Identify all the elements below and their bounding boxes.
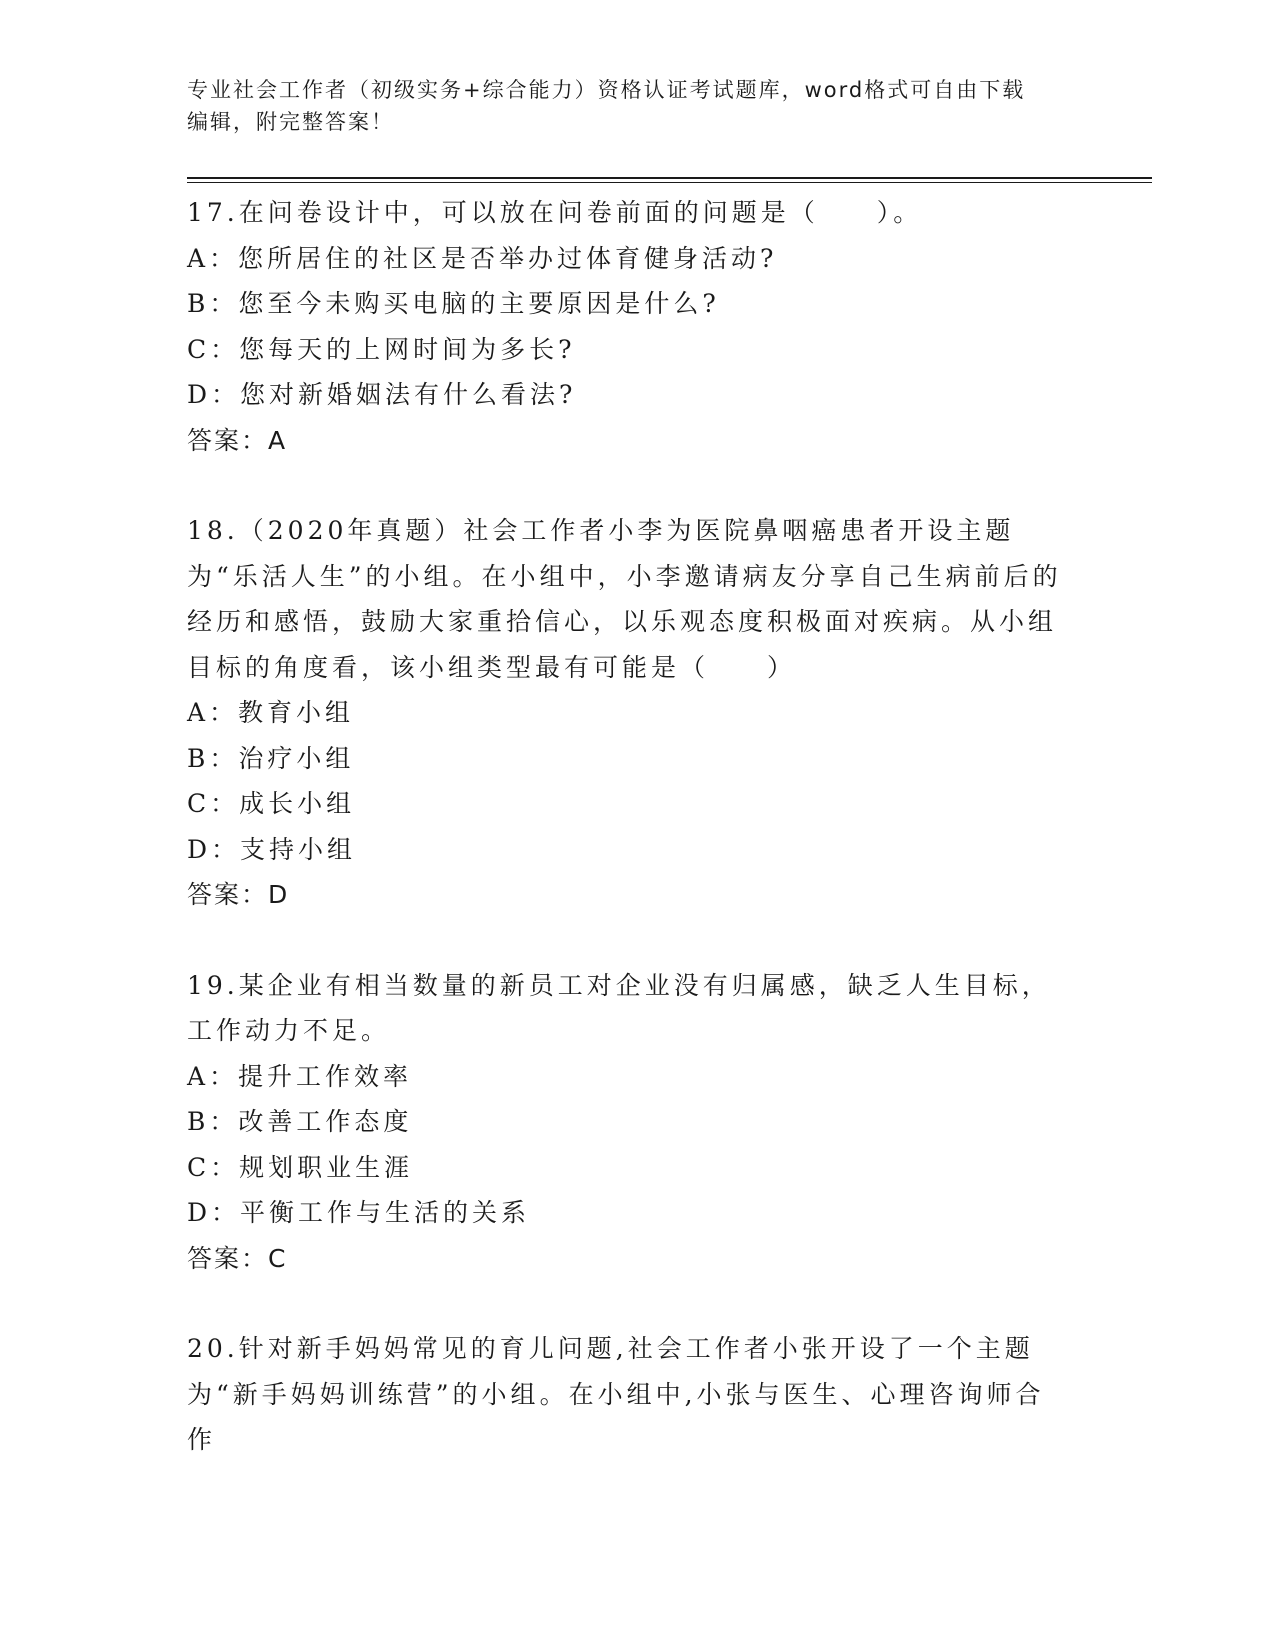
option-b: B：您至今未购买电脑的主要原因是什么? — [187, 289, 720, 318]
option-b: B：改善工作态度 — [187, 1107, 413, 1136]
question-spacer — [187, 918, 1087, 963]
question-text: 17.在问卷设计中，可以放在问卷前面的问题是（ ）。 — [187, 198, 923, 227]
question-spacer — [187, 463, 1087, 508]
question-text: 19.某企业有相当数量的新员工对企业没有归属感，缺乏人生目标，工作动力不足。 — [187, 970, 1051, 1045]
option-c: C：您每天的上网时间为多长? — [187, 334, 576, 364]
answer: 答案：D — [187, 880, 290, 909]
header-divider-thin — [187, 182, 1152, 183]
option-d: D：您对新婚姻法有什么看法? — [187, 380, 577, 409]
option-d: D：支持小组 — [187, 834, 357, 864]
answer: 答案：C — [187, 1243, 288, 1273]
option-a: A：您所居住的社区是否举办过体育健身活动? — [187, 243, 778, 273]
question-17 — [187, 190, 1087, 463]
header-divider-thick — [187, 177, 1152, 179]
question-spacer — [187, 1281, 1087, 1326]
option-c: C：规划职业生涯 — [187, 1152, 414, 1182]
question-text: 20.针对新手妈妈常见的育儿问题,社会工作者小张开设了一个主题为“新手妈妈训练营”的小组。在小组中,小张与医生、心理咨询师合作 — [187, 1334, 1045, 1454]
question-list — [187, 190, 1087, 1463]
answer: 答案：A — [187, 425, 288, 455]
option-c: C：成长小组 — [187, 789, 356, 818]
question-19 — [187, 963, 1087, 1282]
question-20 — [187, 1326, 1087, 1463]
option-b: B：治疗小组 — [187, 743, 355, 773]
option-a: A：提升工作效率 — [187, 1061, 413, 1091]
header-line-2: 编辑，附完整答案！ — [187, 110, 394, 134]
page-header — [187, 74, 1087, 138]
question-18 — [187, 508, 1087, 918]
question-text: 18.（2020年真题）社会工作者小李为医院鼻咽癌患者开设主题为“乐活人生”的小组。在小组中，小李邀请病友分享自己生病前后的经历和感悟，鼓励大家重拾信心，以乐观态度积极面对疾病。从小组目标的角度看，该小组类型最有可能是（ ） — [187, 516, 1062, 682]
option-a: A：教育小组 — [187, 698, 355, 727]
header-line-1: 专业社会工作者（初级实务+综合能力）资格认证考试题库，word格式可自由下载 — [187, 78, 1026, 102]
option-d: D：平衡工作与生活的关系 — [187, 1198, 531, 1227]
